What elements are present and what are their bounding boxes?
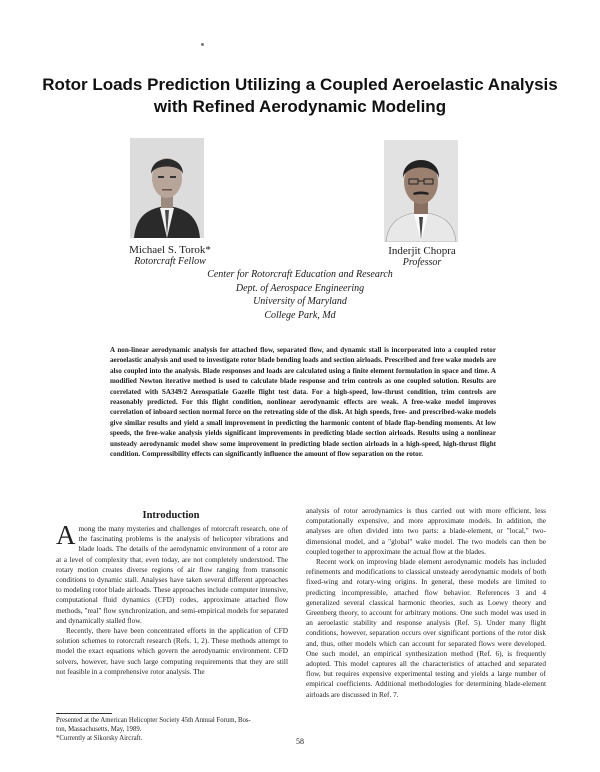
title-line-2: with Refined Aerodynamic Modeling [153, 97, 447, 116]
footnote-line: Presented at the American Helicopter Society 45th Annual Forum, Bos- [56, 717, 251, 724]
drop-cap: A [56, 520, 76, 550]
author-name: Inderjit Chopra [388, 245, 456, 257]
right-column [306, 506, 546, 700]
paper-title [30, 74, 570, 118]
scan-speck [201, 43, 204, 46]
affiliation [180, 268, 420, 322]
paragraph: Recently, there have been concentrated efforts in the application of CFD solution schemes to rotorcraft research (Refs. 1, 2). These methods attempt to model the exact equations which govern the aerodynamic environment. CFD solvers, however, have such large computing requirements that they are still not feasible in a comprehensive rotor analysis. The [56, 626, 288, 676]
abstract: A non-linear aerodynamic analysis for attached flow, separated flow, and dynamic stall is incorporated into a coupled rotor aeroelastic analysis and used to investigate rotor blade bending loads and section airloads. Prescribed and free wake models are also coupled into the analysis. Blade responses and loads are calculated using a finite element formulation in space and time. A modified Newton iterative method is used to calculate blade response and trim controls as one coupled solution. Results are correlated with SA349/2 Aerospatiale Gazelle flight test data. For a high-speed, low-thrust condition, trim controls are reasonably predicted. For this flight condition, nonlinear aerodynamic effects are weak. A free-wake model improves correlation of inboard section normal force on the retreating side of the disk. At high speeds, free- and prescribed-wake models give similar results and yield a small improvement in predicting the harmonic content of blade flap-bending moments. At low speeds, the free-wake analysis yields significant improvements in predicting blade section airloads. Results using a nonlinear unsteady aerodynamic model show some improvement in predicting blade section airloads in a high-speed, high-thrust flight condition. Compressibility effects can significantly influence the amount of flow separation on the rotor. [110, 346, 496, 459]
affiliation-line: Dept. of Aerospace Engineering [235, 282, 365, 294]
author-block-torok [115, 244, 225, 267]
paragraph: Recent work on improving blade element aerodynamic models has included refinements and modifications to classical unsteady aerodynamic models of both fixed-wing and rotary-wing origins. In general, these models are limited to predicting incompressible, attached flow behavior. References 3 and 4 generalized several classical harmonic theories, such as Loewy theory and Greenberg theory, to account for arbitrary motions. One such model was used in an aeroelastic stability and response analysis (Ref. 5). Under many flight conditions, however, separation occurs over significant portions of the rotor disk and, thus, other models which can account for separated flows were developed. One such model, an empirical synthesization method (Ref. 6), is frequently adopted. This model captures all the characteristics of attached and separated flow, but requires expensive experimental testing and yields a large number of empirical coefficients. Additional methodologies for determining blade-element airloads are discussed in Ref. 7. [306, 557, 546, 699]
footnote-rule [56, 713, 112, 714]
paragraph: analysis of rotor aerodynamics is thus carried out with more efficient, less computationally expensive, and more approximate models. In addition, the analyses are often divided into two parts: a blade-element, or "local," two-dimensional model, and a "global" wake model. The two models can then be coupled together to approximate the actual flow at the blades. [306, 506, 546, 556]
section-heading: Introduction [142, 510, 200, 521]
left-column [56, 520, 288, 677]
affiliation-line: University of Maryland [253, 296, 347, 307]
footnote-line: *Currently at Sikorsky Aircraft. [56, 735, 143, 742]
author-photo-chopra [384, 140, 458, 242]
footnotes [56, 716, 288, 743]
author-block-chopra [372, 245, 472, 268]
affiliation-line: College Park, Md [264, 309, 336, 321]
title-line-1: Rotor Loads Prediction Utilizing a Coupled Aeroelastic Analysis [42, 75, 558, 94]
paragraph-text: mong the many mysteries and challenges of rotorcraft research, one of the fascinating problems is the analysis of helicopter vibrations and blade loads. The details of the aerodynamic environment of a rotor are at a level of complexity that, even today, are not completely understood. The rotary motion creates diverse regions of air flow ranging from transonic conditions to dynamic stall. Analyses have taken several different approaches to modeling rotor blade airloads. These approaches include computer intensive, computational fluid dynamics (CFD) codes, approximate attached flow methods, "real" flow synchronization, and semi-empirical models for separated and dynamically stalled flow. [56, 524, 288, 625]
paragraph [56, 520, 288, 626]
affiliation-line: Center for Rotorcraft Education and Research [207, 269, 393, 280]
author-role: Rotorcraft Fellow [134, 256, 206, 267]
author-photo-torok [130, 138, 204, 238]
footnote-line: ton, Massachusetts, May, 1989. [56, 726, 142, 733]
author-name: Michael S. Torok* [129, 244, 211, 256]
author-role: Professor [402, 257, 442, 268]
page-number: 58 [296, 737, 304, 746]
